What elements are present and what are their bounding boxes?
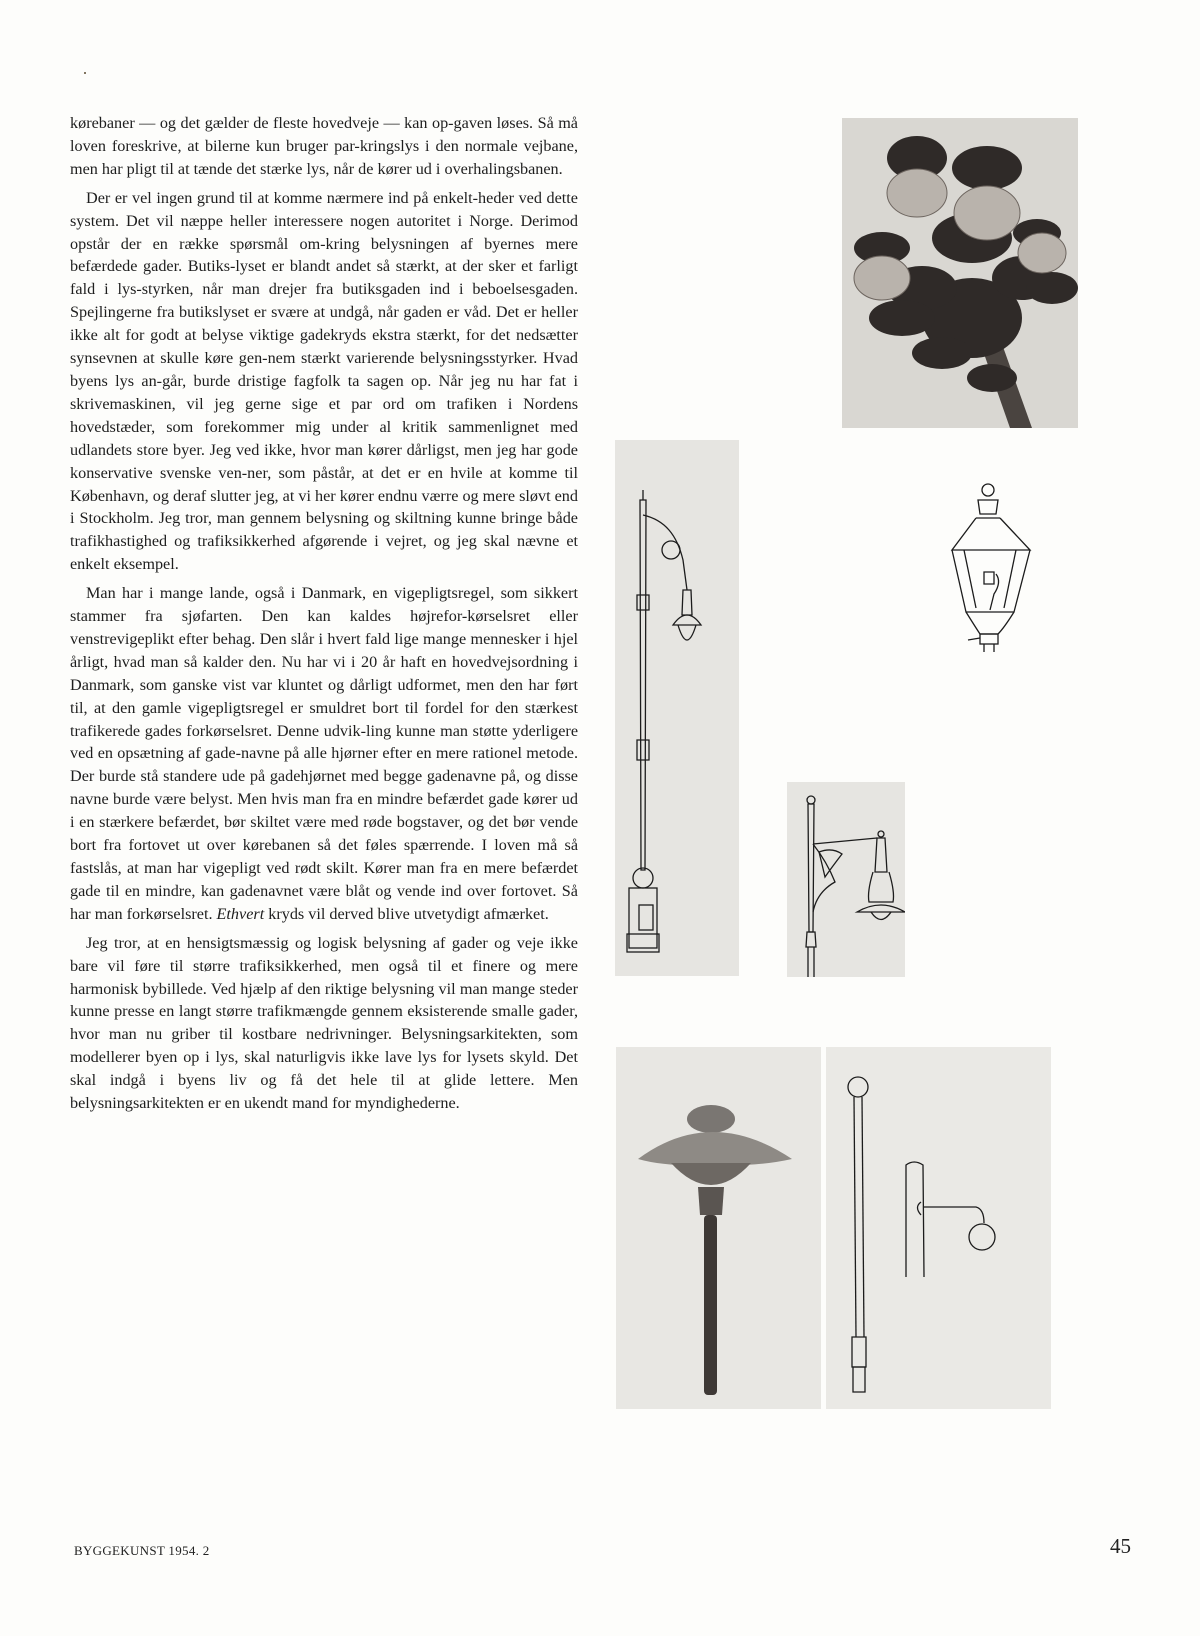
photo-candelabra-lamp	[842, 118, 1078, 428]
page-number: 45	[1110, 1534, 1131, 1558]
lantern-illustration	[950, 482, 1040, 652]
paragraph-3-text: Man har i mange lande, også i Danmark, en vigepligtsregel, som sikkert stammer fra sjøfarten. Den kan kaldes højrefor-kørselsret eller venstrevigeplikt efter behag. Den slår i hvert fald lige mange mennesker i hjel årligt, hvad man så kalder den. Nu har vi i 20 år haft en hovedvejsordning i Danmark, som ganske vist var kluntet og dårligt udformet, men den har ført til, at den gamle vigepligtsregel er smuldret bort til fordel for den stærkest trafikerede gades forkørselsret. Denne udvik-ling kunne man støtte yderligere ved en opsætning af gade-navne på alle hjørner efter en mere rationel metode. Der burde stå standere ude på gadehjørnet med begge gadenavne på, og disse navne burde være belyst. Men hvis man fra en mindre befærdet gade kører ud i en stærkere befærdet, bør skiltet være med røde bogstaver, og det bør vende bort fra fortovet ut over kørebanen så det føles spærrende. I loven må så fastslås, at man har vigepligt ved rødt skilt. Kører man fra en mere befærdet gade til en mindre, kan gadenavnet være blåt og vende ind over fortovet. Så har man forkørselsret.	[70, 584, 578, 923]
bracket-lamp-illustration	[787, 782, 905, 977]
photo-umbrella-lamp	[616, 1047, 821, 1409]
paragraph-4: Jeg tror, at en hensigtsmæssig og logisk belysning af gader og veje ikke bare vil føre til større trafiksikkerhed, men også til et finere og mere harmonisk bybillede. Ved hjælp af den riktige belysning vil man mange steder kunne presse en langt større trafikmængde gennem eksisterende smalle gader, hvor man nu griber til kostbare nedrivninger. Belysningsarkitekten, som modellerer byen op i lys, skal naturligvis ikke lave lys for lysets skyld. Det skal indgå i byens liv og få det hele til at glide lettere. Men belysningsarkitekten er en ukendt mand for myndighederne.	[70, 933, 578, 1113]
paragraph-2: Der er vel ingen grund til at komme nærmere ind på enkelt-heder ved dette system. Det vil næppe heller interessere nogen autoritet i Norge. Derimod opstår der en række spørsmål om-kring belysningen af byernes mere befærdede gader. Butiks-lyset er blandt andet så stærkt, at der sker et farligt fald i lys-styrken, når man drejer fra butiksgaden ind i beboelsesgaden. Spejlingerne fra butikslyset er svære at undgå, når gaden er våd. Det er heller ikke alt for godt at belyse viktige gadekryds ekstra stærkt, for det nedsætter synsevnen at skulle køre gen-nem stærkt varierende belysningsstyrker. Hvad byens lys an-går, burde dristige fagfolk ta sagen op. Når jeg nu har fat i skrivemaskinen, vil jeg gerne sige et par ord om trafiken i Nordens hovedstæder, som forekommer mig under al kritik sammenlignet med udlandets store byer. Jeg ved ikke, hvor man kører dårligst, men jeg har gode konservative svenske ven-ner, som påstår, at det er en hvile at komme til København, og deraf slutter jeg, at vi her kører endnu værre og mere sløvt end i Stockholm. Jeg tror, man gennem belysning og skiltning kunne bringe både trafikhastighed og trafiksikkerhed afgørende i vejret, og jeg skal nævne et enkelt eksempel.	[70, 188, 578, 574]
drawing-modern-pole-lamps	[826, 1047, 1051, 1409]
paragraph-1: kørebaner — og det gælder de fleste hovedveje — kan op-gaven løses. Så må loven foreskrive, at bilerne kun bruger par-kringslys i den normale vejbane, men har pligt til at tænde det stærke lys, når de kører ud i overhalingsbanen.	[70, 114, 578, 178]
umbrella-lamp-illustration	[616, 1047, 821, 1409]
candelabra-illustration	[842, 118, 1078, 428]
paragraph-3	[70, 582, 578, 926]
drawing-lantern	[950, 482, 1040, 652]
drawing-tall-lamp-post	[615, 440, 739, 976]
tall-lamp-post-illustration	[615, 440, 739, 976]
article-column	[70, 112, 578, 1121]
print-speck	[84, 72, 86, 74]
journal-footer: BYGGEKUNST 1954. 2	[74, 1543, 210, 1558]
italic-word: Ethvert	[216, 904, 265, 923]
drawing-bracket-lamp	[787, 782, 905, 977]
modern-pole-lamps-illustration	[826, 1047, 1051, 1409]
paragraph-3-tail: kryds vil derved blive utvetydigt afmærket.	[264, 904, 549, 923]
